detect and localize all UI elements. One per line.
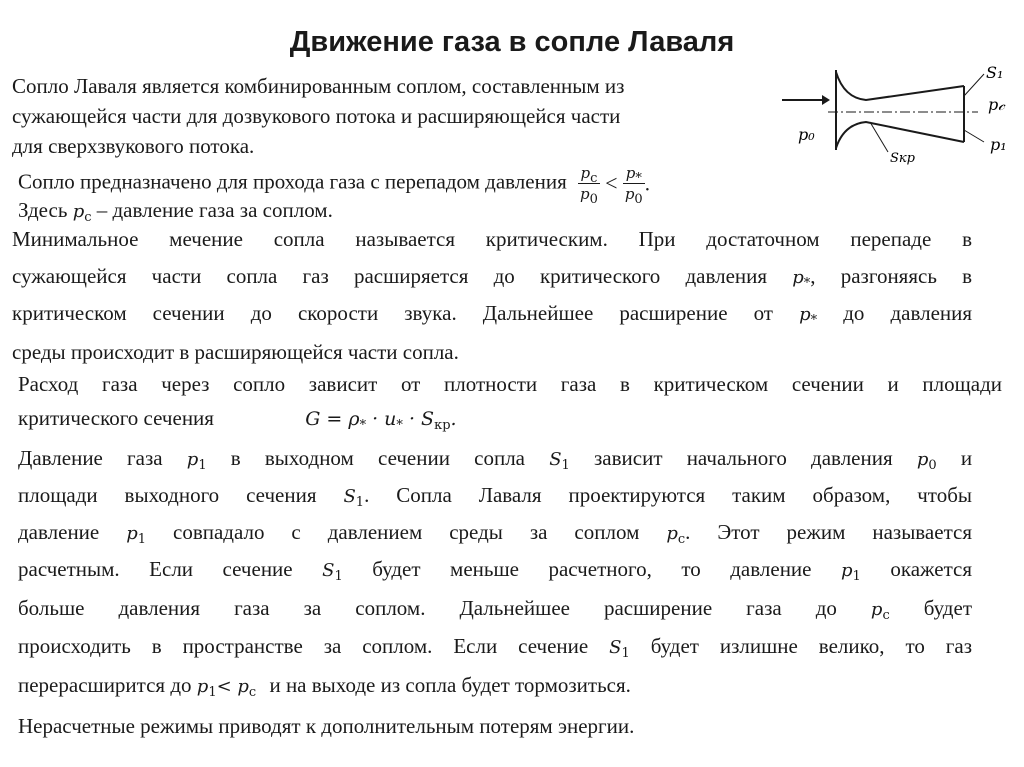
critical-line-2: сужающейся части сопла газ расширяется до критического давления $p_*$, разгоняясь в (12, 264, 973, 291)
here-line: Здесь $p_c$ – давление газа за соплом. (18, 198, 333, 225)
laval-nozzle-diagram (778, 60, 1018, 180)
label-skr: Sкр (890, 151, 915, 166)
arrow-head-icon (822, 95, 830, 105)
flow-line-2: критического сечения $G = \rho_* \cdot u_* \cdot S_{кр}$. (18, 406, 457, 433)
pressure-line-2: площади выходного сечения $S_1$. Сопла Лаваля проектируются таким образом, чтобы (18, 483, 972, 510)
mass-flow-formula: $G = \rho_* \cdot u_* \cdot S_{кр}$. (305, 408, 457, 433)
flow-line-1: Расход газа через сопло зависит от плотности газа в критическом сечении и площади (18, 372, 1002, 396)
pressure-line-6: происходить в пространстве за соплом. Если сечение $S_1$ будет излишне велико, то газ (18, 634, 973, 661)
s1-leader (964, 74, 984, 96)
intro-line-3: для сверхзвукового потока. (12, 134, 255, 158)
page-title: Движение газа в сопле Лаваля (289, 26, 735, 58)
pressure-line-5: больше давления газа за соплом. Дальнейшее расширение газа до $p_c$ будет (18, 596, 972, 623)
here-text-b: – давление газа за соплом. (96, 198, 333, 222)
label-p1: p₁ (990, 135, 1007, 154)
critical-line-3: критическом сечении до скорости звука. Дальнейшее расширение от $p_*$ до давления (12, 301, 973, 328)
purpose-text: Сопло предназначено для прохода газа с перепадом давления (18, 169, 567, 194)
upper-nozzle-wall (836, 72, 964, 100)
pressure-line-3: давление $p_1$ совпадало с давлением среды за соплом $p_c$. Этот режим называется (18, 520, 972, 547)
intro-line-2: сужающейся части для дозвукового потока и расширяющейся части (12, 104, 621, 128)
lower-nozzle-wall (836, 122, 964, 148)
label-p0: p₀ (798, 125, 815, 144)
here-text-a: Здесь (18, 198, 68, 222)
purpose-line: Сопло предназначено для прохода газа с перепадом давления $\frac{p_c}{p_0}$ < $\frac{p_*}{p_0}$ . (18, 164, 650, 207)
critical-ratio-formula: $\frac{p_*}{p_0}$ (624, 164, 643, 207)
offdesign-note: Нерасчетные режимы приводят к дополнительным потерям энергии. (18, 714, 635, 738)
pressure-ratio-formula: $\frac{p_c}{p_0}$ (580, 164, 598, 207)
p1-leader (964, 130, 984, 142)
critical-line-4: среды происходит в расширяющейся части сопла. (12, 340, 459, 364)
label-pc: p𝒸 (988, 95, 1005, 114)
label-s1: S₁ (986, 63, 1004, 82)
pressure-line-7: перерасширится до $p_1< p_c$ и на выходе из сопла будет тормозиться. (18, 673, 631, 700)
pressure-line-4: расчетным. Если сечение $S_1$ будет меньше расчетного, то давление $p_1$ окажется (18, 557, 973, 584)
pressure-line-1: Давление газа $p_1$ в выходном сечении сопла $S_1$ зависит начального давления $p_0$ и (18, 446, 973, 473)
intro-line-1: Сопло Лаваля является комбинированным соплом, составленным из (12, 74, 625, 98)
critical-line-1: Минимальное мечение сопла называется критическим. При достаточном перепаде в (12, 227, 972, 251)
